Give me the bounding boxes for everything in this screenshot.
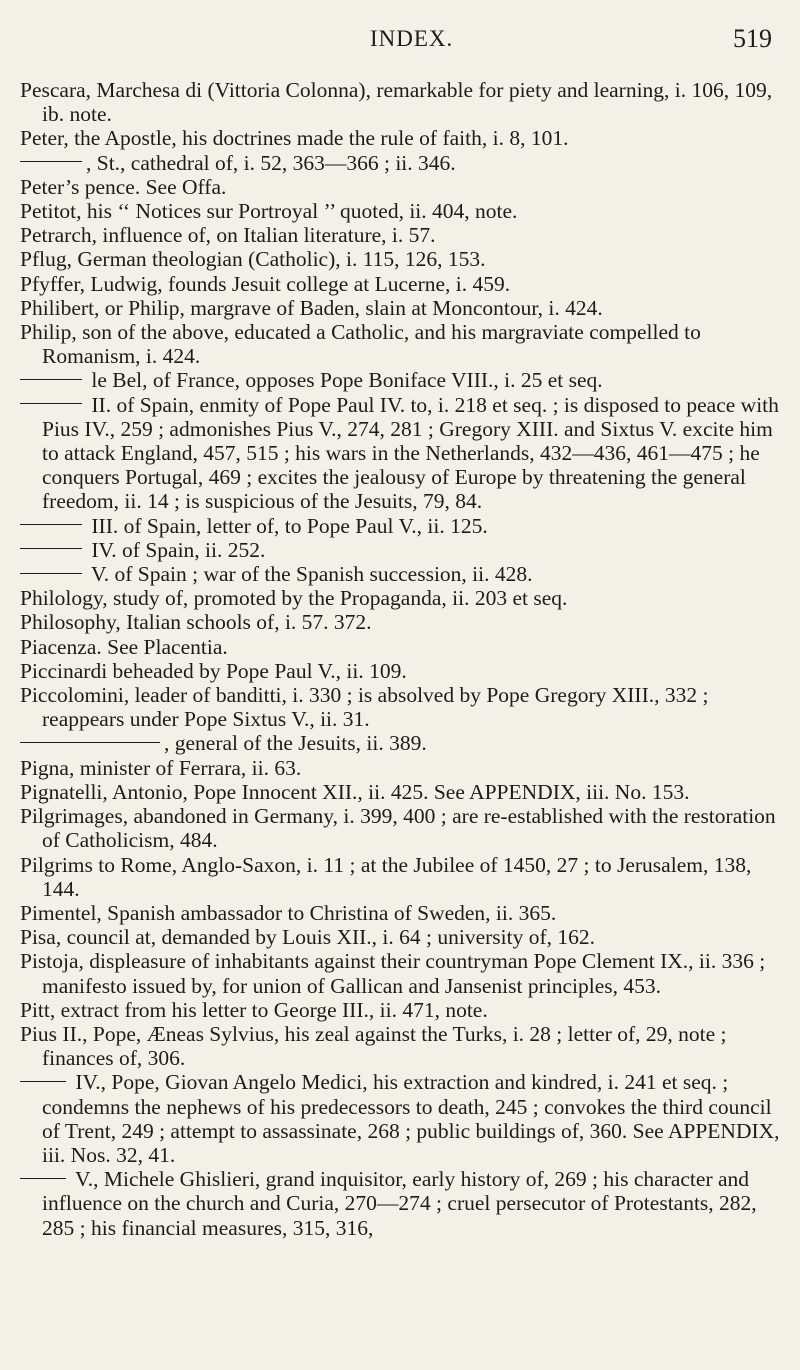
index-entry: [20, 320, 792, 368]
ditto-dash: [20, 379, 82, 380]
index-entry-text: Pigna, minister of Ferrara, ii. 63.: [20, 755, 302, 780]
index-entry-text: IV., Pope, Giovan Angelo Medici, his extraction and kindred, i. 241 et seq. ; condemns the nephews of his predecessors to death, 245 ; convokes the third council of Trent, 249 ; attempt to assassinate, 268 ; public buildings of, 360. See APPENDIX, iii. Nos. 32, 41.: [42, 1070, 780, 1167]
index-entry-text: Piccinardi beheaded by Pope Paul V., ii. 109.: [20, 658, 407, 683]
index-entry: [20, 1022, 792, 1070]
index-entry: [20, 659, 792, 683]
index-entry: [20, 998, 792, 1022]
index-entry-text: Philibert, or Philip, margrave of Baden, slain at Moncontour, i. 424.: [20, 295, 603, 320]
ditto-dash: [20, 1081, 66, 1082]
ditto-dash: [20, 403, 82, 404]
index-entry-text: Pfyffer, Ludwig, founds Jesuit college at Lucerne, i. 459.: [20, 271, 511, 296]
index-entry-text: Pius II., Pope, Æneas Sylvius, his zeal against the Turks, i. 28 ; letter of, 29, note ; finances of, 306.: [20, 1021, 727, 1071]
index-entry-text: le Bel, of France, opposes Pope Boniface VIII., i. 25 et seq.: [86, 368, 603, 393]
index-entry: [20, 925, 792, 949]
index-entry: [20, 126, 792, 150]
index-entry-text: Pilgrimages, abandoned in Germany, i. 399, 400 ; are re-established with the restoration of Catholicism, 484.: [20, 804, 776, 853]
index-entry: [20, 804, 792, 852]
index-entry-text: V. of Spain ; war of the Spanish succession, ii. 428.: [86, 562, 533, 587]
index-entry: [20, 514, 792, 538]
index-entry-text: Pescara, Marchesa di (Vittoria Colonna), remarkable for piety and learning, i. 106, 109, ib. note.: [20, 78, 773, 127]
index-entry-text: Piccolomini, leader of banditti, i. 330 ; is absolved by Pope Gregory XIII., 332 ; reappears under Pope Sixtus V., ii. 31.: [20, 683, 709, 732]
index-entry: [20, 683, 792, 731]
index-entry-text: Peter’s pence. See Offa.: [20, 174, 227, 199]
ditto-dash: [20, 742, 160, 743]
index-entry: [20, 1070, 792, 1167]
running-head: [0, 22, 800, 62]
index-entry: [20, 175, 792, 199]
index-entry: [20, 610, 792, 634]
index-entry: [20, 731, 792, 755]
index-entry: [20, 853, 792, 901]
index-entry-text: Philosophy, Italian schools of, i. 57. 372.: [20, 610, 372, 635]
index-entry: [20, 151, 792, 175]
index-entry-text: Pistoja, displeasure of inhabitants against their countryman Pope Clement IX., ii. 336 ; manifesto issued by, for union of Gallican and Jansenist principles, 453.: [20, 949, 766, 998]
index-entry-text: II. of Spain, enmity of Pope Paul IV. to, i. 218 et seq. ; is disposed to peace with Pius IV., 259 ; admonishes Pius V., 274, 281 ; Gregory XIII. and Sixtus V. excite him to attack England, 457, 515 ; his wars in the Netherlands, 432—436, 461—475 ; he conquers Portugal, 469 ; excites the jealousy of Europe by threatening the general freedom, ii. 14 ; is suspicious of the Jesuits, 79, 84.: [42, 392, 779, 514]
page-number: 519: [733, 24, 772, 53]
index-entry: [20, 780, 792, 804]
index-entry: [20, 949, 792, 997]
index-entry-text: Pitt, extract from his letter to George III., ii. 471, note.: [20, 997, 488, 1022]
index-entry: [20, 562, 792, 586]
ditto-dash: [20, 524, 82, 525]
index-entry: [20, 296, 792, 320]
index-entry-text: Philology, study of, promoted by the Propaganda, ii. 203 et seq.: [20, 586, 568, 611]
index-entry-text: Pflug, German theologian (Catholic), i. 115, 126, 153.: [20, 247, 486, 272]
index-entry: [20, 756, 792, 780]
index-entry-text: Petrarch, influence of, on Italian literature, i. 57.: [20, 223, 436, 248]
index-entry: [20, 368, 792, 392]
index-entry: [20, 586, 792, 610]
index-entry: [20, 538, 792, 562]
index-entry: [20, 1167, 792, 1240]
index-entry-text: III. of Spain, letter of, to Pope Paul V., ii. 125.: [86, 513, 488, 538]
index-entries: [20, 78, 792, 1240]
ditto-dash: [20, 573, 82, 574]
index-entry: [20, 247, 792, 271]
index-entry-text: Pisa, council at, demanded by Louis XII., i. 64 ; university of, 162.: [20, 925, 596, 950]
index-entry: [20, 223, 792, 247]
ditto-dash: [20, 161, 82, 162]
ditto-dash: [20, 1178, 66, 1179]
index-entry-text: Pignatelli, Antonio, Pope Innocent XII., ii. 425. See APPENDIX, iii. No. 153.: [20, 779, 690, 804]
index-entry-text: Piacenza. See Placentia.: [20, 634, 228, 659]
index-entry-text: V., Michele Ghislieri, grand inquisitor, early history of, 269 ; his character and influence on the church and Curia, 270—274 ; cruel persecutor of Protestants, 282, 285 ; his financial measures, 315, 316,: [42, 1167, 757, 1240]
index-entry-text: Philip, son of the above, educated a Catholic, and his margraviate compelled to Romanism, i. 424.: [20, 320, 701, 369]
running-title: INDEX.: [370, 26, 454, 51]
index-entry-text: , St., cathedral of, i. 52, 363—366 ; ii. 346.: [86, 150, 456, 175]
index-entry: [20, 635, 792, 659]
index-entry: [20, 199, 792, 223]
ditto-dash: [20, 548, 82, 549]
index-entry-text: , general of the Jesuits, ii. 389.: [164, 731, 427, 756]
index-entry-text: Pimentel, Spanish ambassador to Christina of Sweden, ii. 365.: [20, 900, 557, 925]
index-entry: [20, 901, 792, 925]
index-entry-text: Peter, the Apostle, his doctrines made the rule of faith, i. 8, 101.: [20, 126, 569, 151]
index-entry-text: Petitot, his ‘‘ Notices sur Portroyal ’’ quoted, ii. 404, note.: [20, 199, 518, 224]
index-entry-text: IV. of Spain, ii. 252.: [86, 537, 266, 562]
index-entry: [20, 272, 792, 296]
index-entry: [20, 78, 792, 126]
index-entry: [20, 393, 792, 514]
index-entry-text: Pilgrims to Rome, Anglo-Saxon, i. 11 ; at the Jubilee of 1450, 27 ; to Jerusalem, 138, 144.: [20, 852, 752, 901]
